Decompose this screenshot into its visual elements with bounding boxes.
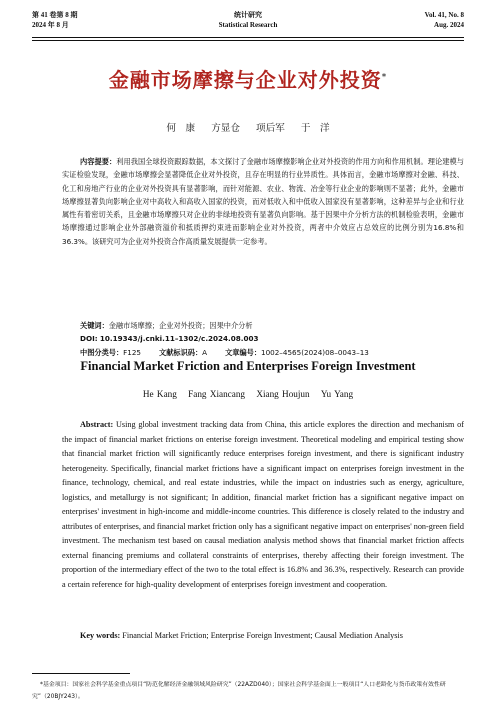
author-en: Xiang Houjun (256, 389, 310, 399)
doi-label: DOI: (80, 334, 98, 344)
footnote (32, 679, 464, 703)
author-cn: 方显仓 (211, 123, 240, 134)
keywords-en-text: Financial Market Friction; Enterprise Foreign Investment; Causal Mediation Analysis (122, 631, 403, 640)
article-no-value: 1002–4565(2024)08–0043–13 (261, 347, 369, 357)
abstract-en-text: Using global investment tracking data from China, this article explores the direction and mechanism of the impact of financial market frictions on enterise foreign investment. Theoretical modeling and empirical testing show that financial market friction will significantly reduce enterprises foreign investment, and there is significant industry heterogeneity. Specifically, financial market frictions have a significant impact on enterprises foreign investment in the finance, technology, chemical, and real estate industries, while the impact on industries such as energy, agriculture, logistics, and metallurgy is not significant; In addition, financial market friction has a significant negative impact on enterprises' investment in high-income and middle-income countries. This difference is closely related to the industry and attributes of enterprises, and financial market friction only has a significant negative impact on enterprises' non-green field investment. The mechanism test based on causal mediation analysis method shows that financial market friction affects external financing premiums and collateral constraints of enterprises, thereby affecting their foreign investment. The proportion of the intermediary effect of the two to the total effect is 16.8% and 36.3%, respectively. Research can provide a certain reference for high-quality development of enterprises foreign investment and cooperation. (62, 420, 464, 589)
header-volume-cn: 第 41 卷第 8 期 (32, 11, 78, 19)
author-cn: 项后军 (256, 123, 285, 134)
doi-line (80, 332, 464, 345)
doc-code-label: 文献标识码： (159, 347, 203, 357)
article-no-label: 文章编号： (225, 347, 262, 357)
header-rule-thick (32, 37, 464, 38)
author-list-en (0, 389, 496, 399)
doi-value: 10.19343/j.cnki.11–1302/c.2024.08.003 (99, 334, 259, 344)
abstract-cn-text: 利用我国全球投资跟踪数据，本文探讨了金融市场摩擦影响企业对外投资的作用方向和作用机制。理论建模与实证检验发现，金融市场摩擦会显著降低企业对外投资，且存在明显的行业异质性。具体而言，金融市场摩擦对金融、科技、化工和房地产行业的企业对外投资具有显著影响，而针对能源、农业、物流、冶金等行业企业的影响则不显著；此外，金融市场摩擦显著负向影响企业对中高收入和高收入国家的投资，而对低收入和中低收入国家没有显著影响，这种差异与企业和行业属性有着密切关系，且金融市场摩擦只对企业的非绿地投资有显著负向影响。基于因果中介分析方法的机制检验表明，金融市场摩擦通过影响企业外部融资溢价和抵质押约束进而影响企业对外投资，两者中介效应占总效应的比例分别为16.8%和36.3%。该研究可为企业对外投资合作高质量发展提供一定参考。 (62, 157, 464, 246)
author-cn: 何 康 (166, 123, 196, 134)
funding-footnote: *基金项目：国家社会科学基金重点项目“防范化解经济金融领域风险研究”（22AZD040）；国家社会科学基金面上一般项目“人口老龄化与货币政策有效性研究”（20BJY243）。 (32, 682, 446, 700)
keywords-cn (80, 319, 464, 332)
abstract-en-label: Abstract: (80, 420, 114, 429)
article-title-cn (0, 64, 496, 93)
header-journal-en: Statistical Research (218, 21, 278, 29)
abstract-cn-label: 内容提要： (80, 157, 117, 166)
author-list-cn (0, 120, 496, 134)
doc-code-value: A (202, 347, 208, 357)
author-en: Fang Xiancang (188, 389, 246, 399)
article-metadata (80, 319, 464, 359)
header-volume (425, 10, 464, 30)
author-cn: 于 洋 (300, 123, 330, 134)
header-journal-cn: 统计研究 (234, 11, 262, 19)
keywords-cn-text: 金融市场摩擦；企业对外投资；因果中介分析 (108, 321, 253, 330)
abstract-en (62, 418, 464, 592)
keywords-en-label: Key words: (80, 631, 121, 640)
author-en: He Kang (142, 389, 177, 399)
header-rule-thin (32, 40, 464, 41)
keywords-cn-label: 关键词： (80, 321, 109, 330)
header-volume-en: Vol. 41, No. 8 (424, 11, 464, 19)
title-footnote-mark: * (381, 72, 388, 83)
clc-value: F125 (123, 347, 141, 357)
running-header (32, 10, 464, 36)
keywords-en (80, 630, 464, 642)
article-title-en: Financial Market Friction and Enterprises Foreign Investment (80, 359, 416, 373)
header-date-en: Aug. 2024 (434, 21, 464, 29)
author-en: Yu Yang (320, 389, 354, 399)
footnote-rule (32, 673, 130, 674)
classification-line (80, 346, 464, 359)
header-journal (32, 10, 464, 30)
clc-label: 中图分类号： (80, 347, 124, 357)
abstract-cn (62, 155, 464, 248)
title-cn-text: 金融市场摩擦与企业对外投资 (108, 68, 382, 92)
header-date-cn: 2024 年 8 月 (32, 21, 69, 29)
